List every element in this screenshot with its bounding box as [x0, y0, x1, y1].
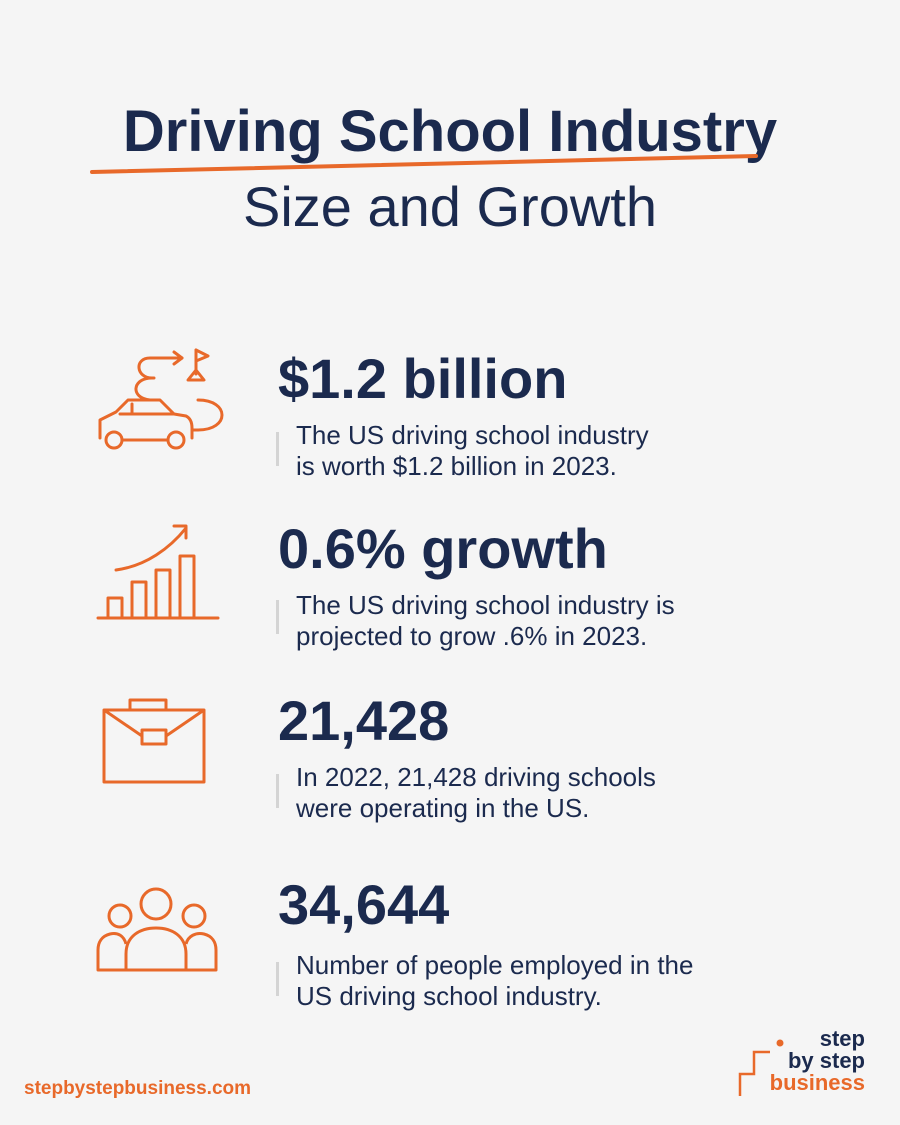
divider-bar [276, 962, 279, 996]
car-route-flag-icon [90, 348, 240, 458]
stat-market-size [0, 348, 900, 498]
stat-employment [0, 874, 900, 1024]
page-subtitle: Size and Growth [243, 175, 657, 238]
divider-bar [276, 774, 279, 808]
stat-schools-count [0, 690, 900, 840]
stat-value: 34,644 [278, 873, 450, 936]
logo-text: step by step business [769, 1026, 865, 1095]
briefcase-icon [90, 690, 220, 800]
growth-chart-icon [90, 518, 230, 628]
stat-value: $1.2 billion [278, 347, 568, 410]
website-link[interactable]: stepbystepbusiness.com [24, 1078, 252, 1099]
divider-bar [276, 600, 279, 634]
stat-description: Number of people employed in the US driving school industry. [296, 950, 694, 1011]
title-underline [90, 152, 760, 176]
stat-value: 0.6% growth [278, 517, 608, 580]
divider-bar [276, 432, 279, 466]
people-group-icon [90, 874, 230, 984]
stat-description: The US driving school industry is projected to grow .6% in 2023. [296, 590, 675, 651]
stat-description: In 2022, 21,428 driving schools were operating in the US. [296, 762, 656, 823]
stat-description: The US driving school industry is worth $1.2 billion in 2023. [296, 420, 649, 481]
stat-growth [0, 518, 900, 668]
stat-value: 21,428 [278, 689, 450, 752]
page-title: Driving School Industry [122, 99, 778, 164]
